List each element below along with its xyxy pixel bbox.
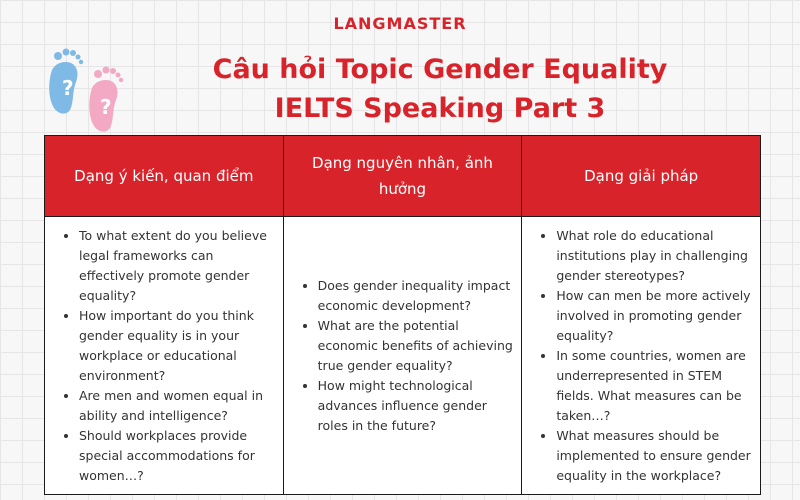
- list-item: • How important do you think gender equality is in your workplace or educational environment?: [79, 306, 275, 386]
- list-item: • To what extent do you believe legal frameworks can effectively promote gender equality?: [79, 226, 275, 306]
- table-header-row: [45, 136, 761, 217]
- left-foot-icon: [49, 49, 83, 114]
- title-line-1: Câu hỏi Topic Gender Equality: [212, 54, 668, 85]
- list-item: • In some countries, women are underrepresented in STEM fields. What measures can be taken…?: [556, 346, 752, 426]
- svg-text:?: ?: [100, 95, 112, 119]
- question-list: [532, 226, 752, 486]
- column-header-cause-effect: Dạng nguyên nhân, ảnh hưởng: [283, 136, 522, 217]
- column-cell-opinion: [45, 217, 284, 495]
- right-foot-icon: [89, 67, 123, 132]
- column-cell-cause-effect: [283, 217, 522, 495]
- svg-text:?: ?: [62, 76, 74, 100]
- column-header-opinion: Dạng ý kiến, quan điểm: [45, 136, 284, 217]
- brand-logo-text: LANGMASTER: [333, 14, 467, 33]
- list-item: • Does gender inequality impact economic development?: [318, 276, 514, 316]
- page-title: [120, 50, 760, 128]
- question-list: [55, 226, 275, 486]
- question-table: [44, 135, 761, 495]
- list-item: • How might technological advances influence gender roles in the future?: [318, 376, 514, 436]
- column-cell-solution: [522, 217, 761, 495]
- table-row: [45, 217, 761, 495]
- column-header-solution: Dạng giải pháp: [522, 136, 761, 217]
- list-item: • Should workplaces provide special accommodations for women…?: [79, 426, 275, 486]
- list-item: • What role do educational institutions play in challenging gender stereotypes?: [556, 226, 752, 286]
- list-item: • What are the potential economic benefits of achieving true gender equality?: [318, 316, 514, 376]
- question-list: [294, 276, 514, 436]
- feet-question-mark-icon: [40, 40, 130, 140]
- title-line-2: IELTS Speaking Part 3: [274, 93, 606, 124]
- list-item: • Are men and women equal in ability and intelligence?: [79, 386, 275, 426]
- list-item: • How can men be more actively involved in promoting gender equality?: [556, 286, 752, 346]
- list-item: • What measures should be implemented to ensure gender equality in the workplace?: [556, 426, 752, 486]
